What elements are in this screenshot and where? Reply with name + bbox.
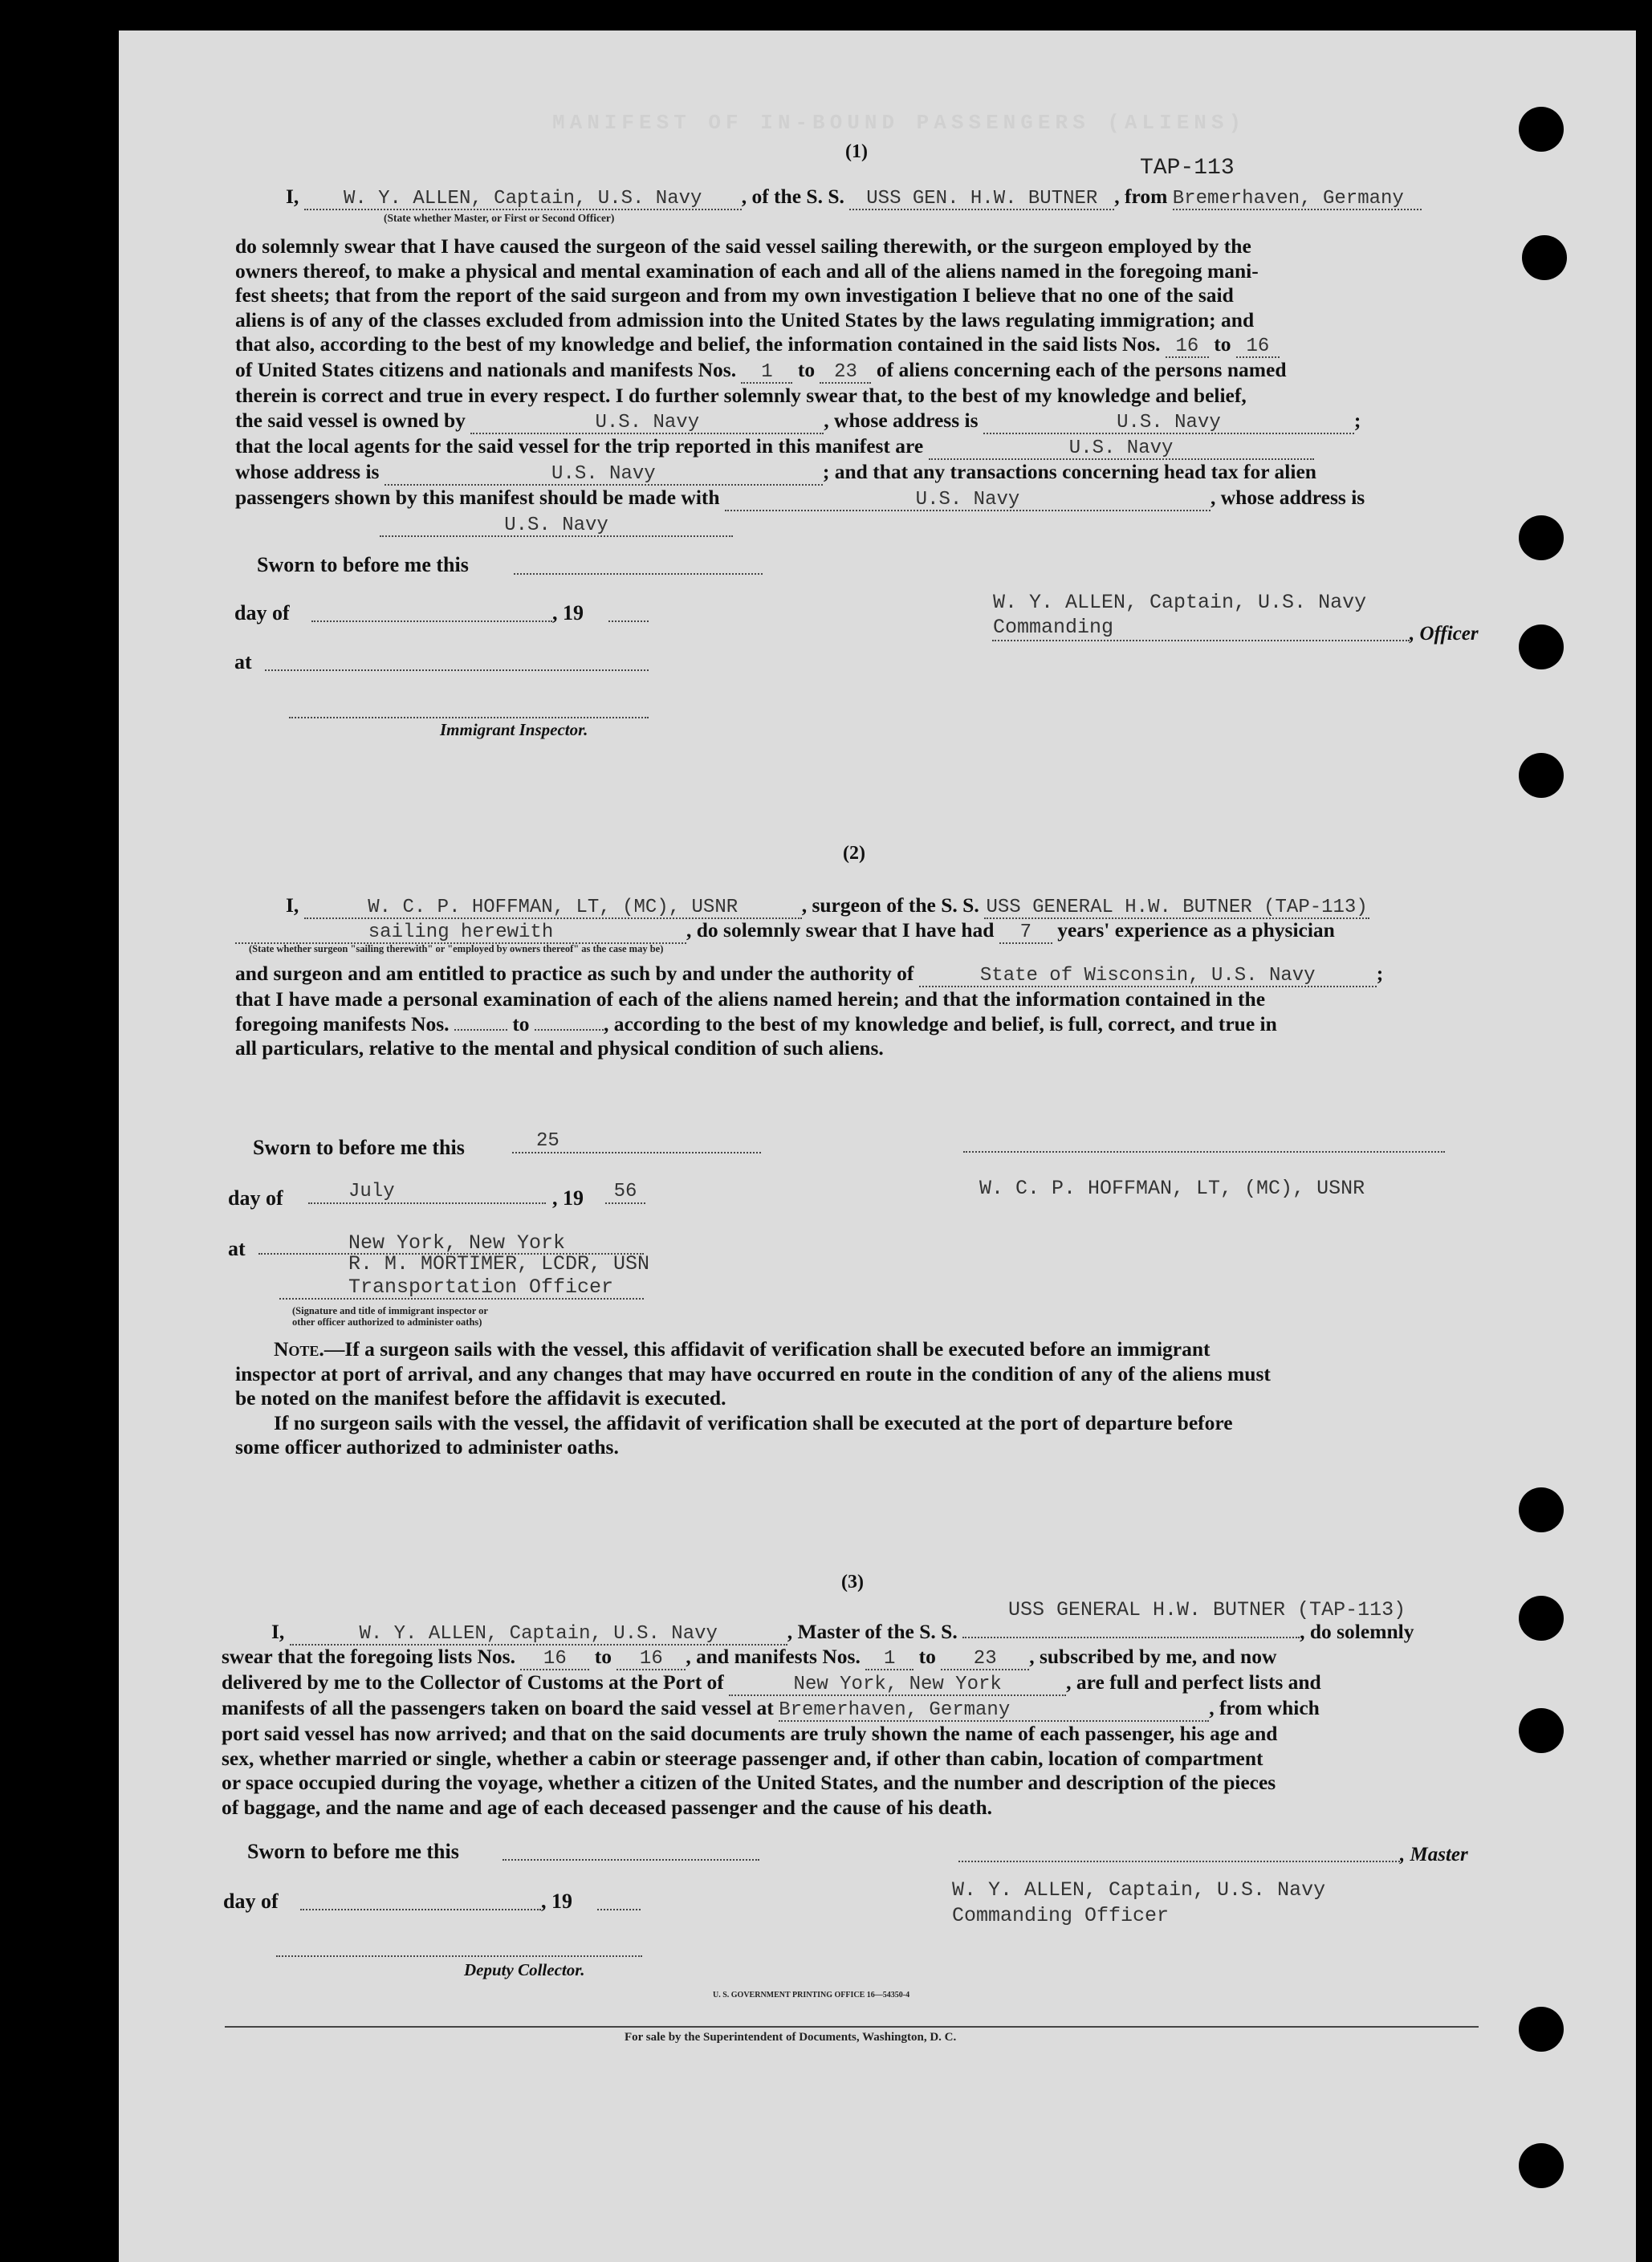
- section-3-opening-line: I, W. Y. ALLEN, Captain, U.S. Navy , Master of the S. S. , do solemnly: [271, 1620, 1414, 1645]
- citizen-list-to: 16: [1236, 337, 1280, 358]
- section-2-number: (2): [843, 843, 865, 864]
- s3-signature-name: W. Y. ALLEN, Captain, U.S. Navy: [952, 1878, 1326, 1902]
- departure-port-field: Bremerhaven, Germany: [1173, 189, 1422, 210]
- s3-collector-line: [276, 1955, 642, 1957]
- officer-note: (State whether Master, or First or Second Officer): [384, 212, 615, 224]
- owner-address-field: U.S. Navy: [983, 413, 1354, 434]
- punch-hole: [1519, 2143, 1564, 2188]
- footer-rule: [225, 2026, 1479, 2028]
- s1-at-label: at: [234, 650, 252, 673]
- s2-place: New York, New York: [348, 1231, 566, 1255]
- vessel-name-field: USS GEN. H.W. BUTNER: [849, 189, 1114, 210]
- manifest-from: 1: [741, 363, 792, 384]
- s2-year-label: , 19: [552, 1186, 584, 1210]
- s2-officer-name: R. M. MORTIMER, LCDR, USN: [348, 1252, 650, 1275]
- s1-officer-line: [992, 640, 1410, 641]
- s2-month: July: [308, 1182, 546, 1204]
- s2-manifest-from: [454, 1029, 507, 1031]
- s3-boarding-field: Bremerhaven, Germany: [779, 1701, 1209, 1722]
- authority-field: State of Wisconsin, U.S. Navy: [919, 966, 1377, 987]
- s1-at-line: [265, 669, 649, 671]
- sailing-note: (State whether surgeon "sailing therewith" or "employed by owners thereof" as the case may be): [249, 943, 664, 954]
- punch-hole: [1519, 1487, 1564, 1532]
- section-2-sailing-line: sailing herewith , do solemnly swear that I have had 7 years' experience as a physician: [235, 918, 1335, 944]
- head-tax-address-field: U.S. Navy: [380, 516, 733, 537]
- section-1-number: (1): [845, 141, 868, 162]
- section-3-text: swear that the foregoing lists Nos. 16 to 16 , and manifests Nos. 1 to 23 , subscribed by me, and now delivered by me to the Collector of Customs at the Port of New York, New York , are full and perfect lists and manifests of all the passengers taken on board the said vessel at Bremerhaven, Germany , from which port said vessel has now arrived; and that on the said documents are truly shown the name of each passenger, his age and sex, whether married or single, whether a cabin or steerage passenger and, if other than cabin, location of compartment or space occupied during the voyage, whether a citizen of the United States, and the number and description of the pieces of baggage, and the name and age of each deceased passenger and the cause of his death.: [222, 1645, 1321, 1819]
- section-2-opening-line: I, W. C. P. HOFFMAN, LT, (MC), USNR , surgeon of the S. S. USS GENERAL H.W. BUTNER (TAP-113): [286, 893, 1369, 919]
- s2-surgeon-sig-line: [963, 1151, 1445, 1153]
- s2-at-label: at: [228, 1237, 246, 1260]
- s1-day-line: [311, 620, 552, 622]
- section-2-text: and surgeon and am entitled to practice as such by and under the authority of State of Wisconsin, U.S. Navy ; that I have made a personal examination of each of the aliens named herein; and that the information contained in the foregoing manifests Nos. to , according to the best of my knowledge and belief, is full, correct, and true in all particulars, relative to the mental and physical condition of such aliens.: [235, 962, 1384, 1060]
- sailing-status-field: sailing herewith: [235, 923, 686, 944]
- s3-year-line: [597, 1909, 641, 1910]
- section-1-oath-text: do solemnly swear that I have caused the surgeon of the said vessel sailing therewith, or the surgeon employed by the owners thereof, to make a physical and mental examination of each and all of the aliens named in the foregoing mani- fest sheets; that from the report of the said surgeon and from my own investigation I believe that no one of the said aliens is of any of the classes excluded from admission into the United States by the laws regulating immigration; and that also, according to the best of my knowledge and belief, the information contained in the said lists Nos. 16 to 16 of United States citizens and nationals and manifests Nos. 1 to 23 of aliens concerning each of the persons named therein is correct and true in every respect. I do further solemnly swear that, to the best of my knowledge and belief, the said vessel is owned by U.S. Navy , whose address is U.S. Navy ; that the local agents for the said vessel for the trip reported in this manifest are U.S. Navy whose address is U.S. Navy ; and that any transactions concerning head tax for alien passengers shown by this manifest should be made with U.S. Navy , whose address is U.S. Navy: [235, 234, 1365, 536]
- punch-hole: [1519, 107, 1564, 152]
- s3-lists-from: 16: [520, 1650, 589, 1670]
- bleed-through-heading: MANIFEST OF IN-BOUND PASSENGERS (ALIENS): [552, 111, 1247, 135]
- s2-officer-title: Transportation Officer: [348, 1275, 614, 1299]
- punch-hole: [1519, 624, 1564, 669]
- s3-vessel-name: USS GENERAL H.W. BUTNER (TAP-113): [1008, 1598, 1406, 1621]
- s2-signature-line: [279, 1298, 644, 1300]
- punch-hole: [1519, 2007, 1564, 2052]
- s3-collector-label: Deputy Collector.: [464, 1960, 585, 1979]
- s2-sig-note-1: (Signature and title of immigrant inspector or: [292, 1305, 488, 1316]
- s1-sworn-line: [514, 573, 763, 575]
- surgeon-name-field: W. C. P. HOFFMAN, LT, (MC), USNR: [304, 898, 802, 919]
- s1-signature-name: W. Y. ALLEN, Captain, U.S. Navy: [993, 591, 1367, 614]
- s1-inspector-label: Immigrant Inspector.: [440, 720, 588, 739]
- s3-sworn-line: [503, 1859, 759, 1861]
- s3-year-label: , 19: [541, 1890, 572, 1913]
- section-3-number: (3): [841, 1572, 864, 1593]
- footer-sale-note: For sale by the Superintendent of Documents, Washington, D. C.: [625, 2031, 957, 2044]
- punch-hole: [1519, 1596, 1564, 1641]
- s2-sig-note-2: other officer authorized to administer oaths): [292, 1316, 482, 1328]
- s1-day-label: day of: [234, 601, 290, 624]
- s1-year-line: [608, 620, 649, 622]
- s2-day-label: day of: [228, 1186, 283, 1210]
- s2-sworn-day: 25: [512, 1131, 761, 1153]
- section-1-opening-line: I, W. Y. ALLEN, Captain, U.S. Navy , of the S. S. USS GEN. H.W. BUTNER , from Bremerhaven, Germany: [286, 185, 1422, 210]
- agents-address-field: U.S. Navy: [385, 465, 823, 486]
- s3-sworn-label: Sworn to before me this: [247, 1840, 459, 1863]
- s2-note-text: Note.—If a surgeon sails with the vessel, this affidavit of verification shall be executed before an immigrant inspector at port of arrival, and any changes that may have occurred en route in the condition of any of the aliens must be noted on the manifest before the affidavit is executed. If no surgeon sails with the vessel, the affidavit of verification shall be executed at the port of departure before some officer authorized to administer oaths.: [235, 1337, 1271, 1459]
- s3-signature-title: Commanding Officer: [952, 1904, 1170, 1927]
- s1-officer-label: , Officer: [1410, 623, 1479, 645]
- punch-hole: [1519, 1708, 1564, 1753]
- s3-day-label: day of: [223, 1890, 279, 1913]
- s3-day-line: [300, 1909, 541, 1910]
- printer-imprint: U. S. GOVERNMENT PRINTING OFFICE 16—54350-4: [713, 1991, 910, 2000]
- manifest-to: 23: [820, 363, 871, 384]
- document-page: [119, 31, 1636, 2262]
- s1-year-label: , 19: [552, 601, 584, 624]
- years-experience-field: 7: [999, 923, 1052, 944]
- s2-manifest-to: [535, 1029, 604, 1031]
- head-tax-field: U.S. Navy: [725, 490, 1211, 511]
- punch-hole: [1519, 515, 1564, 560]
- s1-sworn-label: Sworn to before me this: [257, 553, 469, 576]
- punch-hole: [1522, 235, 1567, 280]
- s2-sworn-label: Sworn to before me this: [253, 1136, 465, 1159]
- s3-master-line: [958, 1861, 1400, 1862]
- s3-vessel-line: [962, 1637, 1300, 1638]
- owner-field: U.S. Navy: [470, 413, 824, 434]
- citizen-list-from: 16: [1166, 337, 1209, 358]
- captain-name-field: W. Y. ALLEN, Captain, U.S. Navy: [304, 189, 742, 210]
- s2-year: 56: [605, 1182, 645, 1204]
- s3-manifest-to: 23: [941, 1650, 1029, 1670]
- agents-field: U.S. Navy: [929, 439, 1314, 460]
- tap-number: TAP-113: [1140, 156, 1235, 181]
- punch-hole: [1519, 753, 1564, 798]
- s3-lists-to: 16: [616, 1650, 686, 1670]
- s3-port-field: New York, New York: [729, 1675, 1066, 1696]
- s2-surgeon-signature: W. C. P. HOFFMAN, LT, (MC), USNR: [979, 1177, 1365, 1200]
- s3-master-label: , Master: [1400, 1844, 1468, 1865]
- s3-master-field: W. Y. ALLEN, Captain, U.S. Navy: [290, 1625, 787, 1646]
- s2-vessel-field: USS GENERAL H.W. BUTNER (TAP-113): [984, 898, 1369, 919]
- s1-signature-title: Commanding: [993, 616, 1114, 639]
- s3-manifest-from: 1: [865, 1650, 913, 1670]
